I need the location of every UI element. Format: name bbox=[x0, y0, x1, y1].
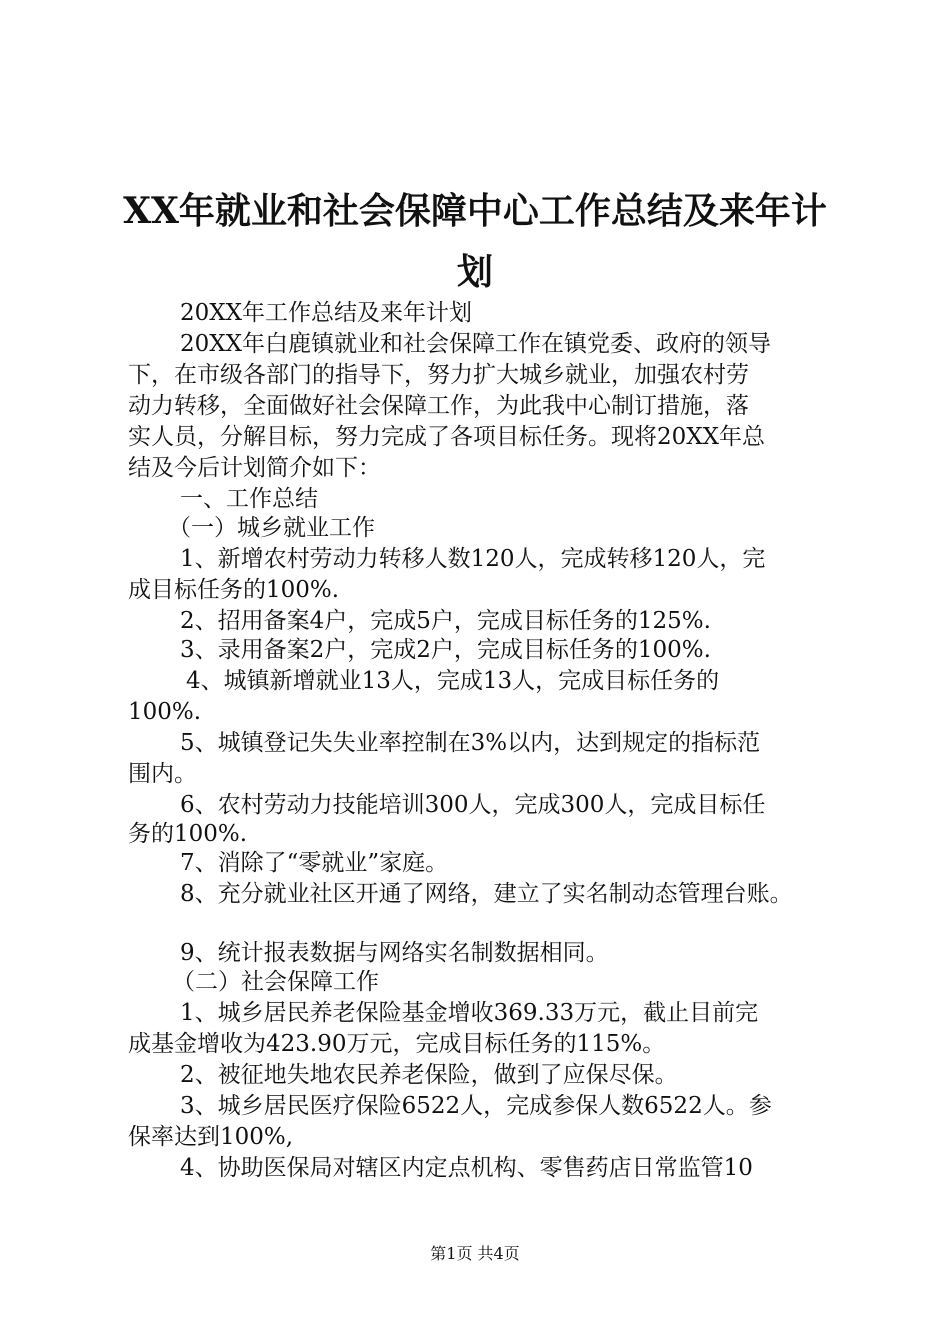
list-item: 7、消除了“零就业”家庭。 bbox=[180, 850, 449, 876]
list-item-continuation: 成基金增收为423.90万元，完成目标任务的115%。 bbox=[128, 1031, 666, 1057]
list-item: 9、统计报表数据与网络实名制数据相同。 bbox=[180, 940, 609, 966]
paragraph-line: 20XX年白鹿镇就业和社会保障工作在镇党委、政府的领导 bbox=[180, 331, 772, 357]
document-title-line-2: 划 bbox=[456, 251, 493, 293]
list-item: 5、城镇登记失失业率控制在3%以内，达到规定的指标范 bbox=[180, 730, 761, 756]
paragraph-line: 实人员，分解目标，努力完成了各项目标任务。现将20XX年总 bbox=[128, 424, 766, 450]
list-item-continuation: 保率达到100%, bbox=[128, 1124, 294, 1150]
list-item: 4、城镇新增就业13人，完成13人，完成目标任务的 bbox=[186, 668, 720, 694]
list-item-continuation: 100%. bbox=[128, 699, 202, 725]
list-item-continuation: 成目标任务的100%. bbox=[128, 577, 340, 603]
list-item-continuation: 务的100%. bbox=[128, 821, 248, 847]
section-heading: 一、工作总结 bbox=[180, 486, 318, 512]
paragraph-line: 下，在市级各部门的指导下，努力扩大城乡就业，加强农村劳 bbox=[128, 362, 749, 388]
subsection-heading: （一）城乡就业工作 bbox=[168, 515, 375, 541]
list-item: 1、新增农村劳动力转移人数120人，完成转移120人，完 bbox=[180, 546, 766, 572]
list-item: 6、农村劳动力技能培训300人，完成300人，完成目标任 bbox=[180, 792, 766, 818]
subsection-heading: （二）社会保障工作 bbox=[172, 969, 379, 995]
list-item: 3、录用备案2户，完成2户，完成目标任务的100%. bbox=[180, 637, 711, 663]
list-item: 2、被征地失地农民养老保险，做到了应保尽保。 bbox=[180, 1062, 678, 1088]
list-item: 2、招用备案4户，完成5户，完成目标任务的125%. bbox=[180, 608, 711, 634]
paragraph-line: 结及今后计划简介如下： bbox=[128, 455, 381, 481]
list-item: 4、协助医保局对辖区内定点机构、零售药店日常监管10 bbox=[180, 1155, 753, 1181]
list-item-continuation: 围内。 bbox=[128, 761, 197, 787]
subtitle-line: 20XX年工作总结及来年计划 bbox=[180, 300, 473, 326]
document-title-line-1: XX年就业和社会保障中心工作总结及来年计 bbox=[123, 190, 827, 232]
list-item: 8、充分就业社区开通了网络，建立了实名制动态管理台账。 bbox=[180, 881, 793, 907]
paragraph-line: 动力转移，全面做好社会保障工作，为此我中心制订措施，落 bbox=[128, 393, 749, 419]
page-number-footer: 第1页 共4页 bbox=[430, 1244, 520, 1263]
list-item: 1、城乡居民养老保险基金增收369.33万元，截止目前完 bbox=[180, 1000, 759, 1026]
list-item: 3、城乡居民医疗保险6522人，完成参保人数6522人。参 bbox=[180, 1093, 772, 1119]
